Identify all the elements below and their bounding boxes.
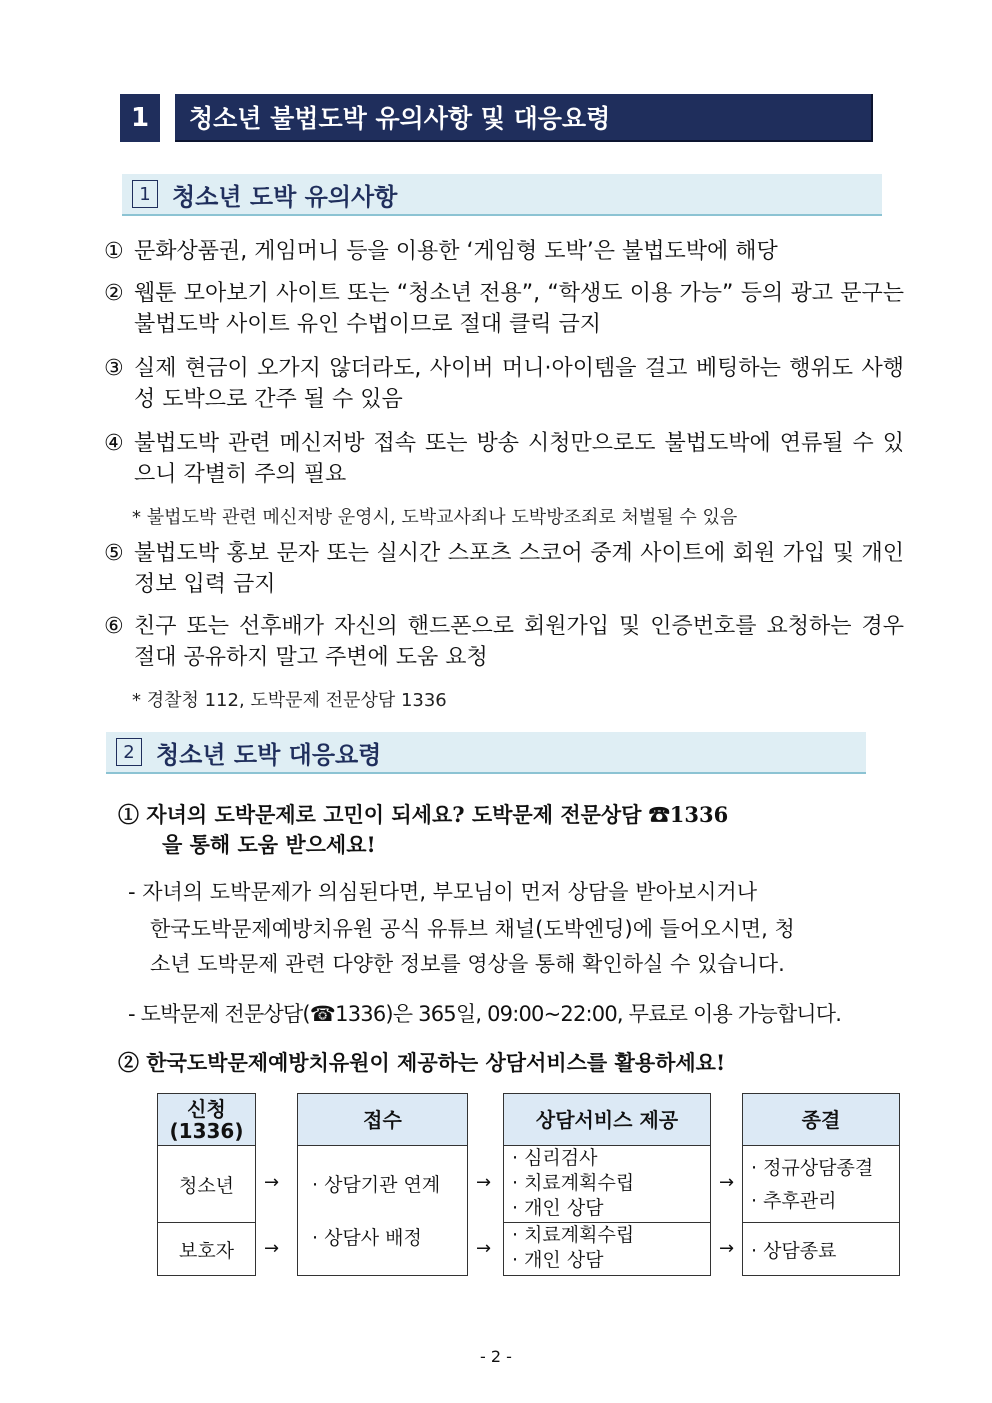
- end-item: · 상담종료: [751, 1239, 837, 1262]
- list-item: [104, 428, 904, 490]
- dash1-line2: 한국도박문제예방치유원 공식 유튜브 채널(도박엔딩)에 들어오시면, 청: [150, 917, 795, 941]
- header-end-label: 종결: [801, 1107, 841, 1132]
- item-text: 불법도박 홍보 문자 또는 실시간 스포츠 스코어 중계 사이트에 회원 가입 및 개인정보 입력 금지: [134, 541, 904, 597]
- point1-line2: 을 통해 도움 받으세요!: [162, 832, 376, 857]
- item-mark: ④: [104, 431, 124, 456]
- section2-heading: 청소년 도박 대응요령: [156, 740, 382, 769]
- applicant-youth-label: 청소년: [178, 1174, 235, 1197]
- service-row1: [503, 1145, 711, 1223]
- section1-header: [122, 174, 882, 216]
- service-item: · 치료계획수립: [512, 1172, 635, 1194]
- end-row1: [742, 1145, 900, 1223]
- header-service-label: 상담서비스 제공: [535, 1107, 679, 1132]
- end-item: · 추후관리: [751, 1190, 837, 1212]
- end-item: · 정규상담종결: [751, 1157, 874, 1179]
- section2-number: 2: [116, 738, 142, 766]
- header-service: [503, 1093, 711, 1146]
- item-text: 친구 또는 선후배가 자신의 핸드폰으로 회원가입 및 인증번호를 요청하는 경우 절대 공유하지 말고 주변에 도움 요청: [134, 614, 904, 670]
- arrow-icon: →: [476, 1172, 492, 1193]
- item-mark: ⑤: [104, 541, 124, 566]
- header-apply: [157, 1093, 256, 1146]
- item-text: 불법도박 관련 메신저방 접속 또는 방송 시청만으로도 불법도박에 연류될 수 있으니 각별히 주의 필요: [134, 431, 904, 487]
- point1-line1: ① 자녀의 도박문제로 고민이 되세요? 도박문제 전문상담 ☎1336: [118, 802, 729, 827]
- item-mark: ③: [104, 356, 124, 381]
- dash2: - 도박문제 전문상담(☎1336)은 365일, 09:00~22:00, 무료로 이용 가능합니다.: [128, 1002, 842, 1026]
- receive-item-2: · 상담사 배정: [312, 1227, 422, 1249]
- receive-box: [297, 1145, 468, 1276]
- header-apply-line2: (1336): [169, 1118, 244, 1143]
- arrow-icon: →: [264, 1172, 280, 1193]
- list-item: [104, 278, 904, 340]
- note-text: * 불법도박 관련 메신저방 운영시, 도박교사죄나 도박방조죄로 처벌될 수 있음: [132, 507, 738, 528]
- applicant-youth: [157, 1145, 256, 1223]
- arrow-icon: →: [264, 1238, 280, 1259]
- arrow-icon: →: [719, 1238, 735, 1259]
- point2: ② 한국도박문제예방치유원이 제공하는 상담서비스를 활용하세요!: [118, 1050, 726, 1075]
- dash1-line1: - 자녀의 도박문제가 의심된다면, 부모님이 먼저 상담을 받아보시거나: [128, 880, 757, 904]
- header-receive: [297, 1093, 468, 1146]
- header-receive-label: 접수: [363, 1107, 402, 1132]
- applicant-guardian: [157, 1222, 256, 1276]
- item-mark: ②: [104, 281, 124, 306]
- list-item: [104, 353, 904, 415]
- service-item: · 개인 상담: [512, 1197, 604, 1219]
- arrow-icon: →: [476, 1238, 492, 1259]
- section1-number: 1: [132, 180, 158, 208]
- item-text: 웹툰 모아보기 사이트 또는 “청소년 전용”, “학생도 이용 가능” 등의 광고 문구는 불법도박 사이트 유인 수법이므로 절대 클릭 금지: [134, 281, 904, 337]
- list-item: [104, 538, 904, 600]
- item-text: 문화상품권, 게임머니 등을 이용한 ‘게임형 도박’은 불법도박에 해당: [134, 239, 778, 264]
- title-number: 1: [120, 94, 160, 142]
- page-title: 청소년 불법도박 유의사항 및 대응요령: [175, 94, 873, 142]
- end-row2: [742, 1222, 900, 1276]
- list-item: [104, 611, 904, 673]
- header-apply-line1: 신청: [187, 1096, 226, 1121]
- item-mark: ⑥: [104, 614, 124, 639]
- service-item: · 심리검사: [512, 1147, 598, 1169]
- item-text: 실제 현금이 오가지 않더라도, 사이버 머니·아이템을 걸고 베팅하는 행위도 사행성 도박으로 간주 될 수 있음: [134, 356, 904, 412]
- item-mark: ①: [104, 239, 124, 264]
- dash1-line3: 소년 도박문제 관련 다양한 정보를 영상을 통해 확인하실 수 있습니다.: [150, 952, 785, 976]
- list-item: [104, 236, 904, 267]
- section1-heading: 청소년 도박 유의사항: [172, 182, 398, 211]
- page-number: - 2 -: [480, 1347, 512, 1366]
- service-item: · 치료계획수립: [512, 1224, 635, 1246]
- arrow-icon: →: [719, 1172, 735, 1193]
- section2-header: [106, 732, 866, 774]
- service-row2: [503, 1222, 711, 1276]
- receive-item-1: · 상담기관 연계: [312, 1174, 441, 1196]
- note-text: * 경찰청 112, 도박문제 전문상담 1336: [132, 690, 447, 711]
- header-end: [742, 1093, 900, 1146]
- applicant-guardian-label: 보호자: [178, 1239, 235, 1262]
- service-item: · 개인 상담: [512, 1249, 604, 1271]
